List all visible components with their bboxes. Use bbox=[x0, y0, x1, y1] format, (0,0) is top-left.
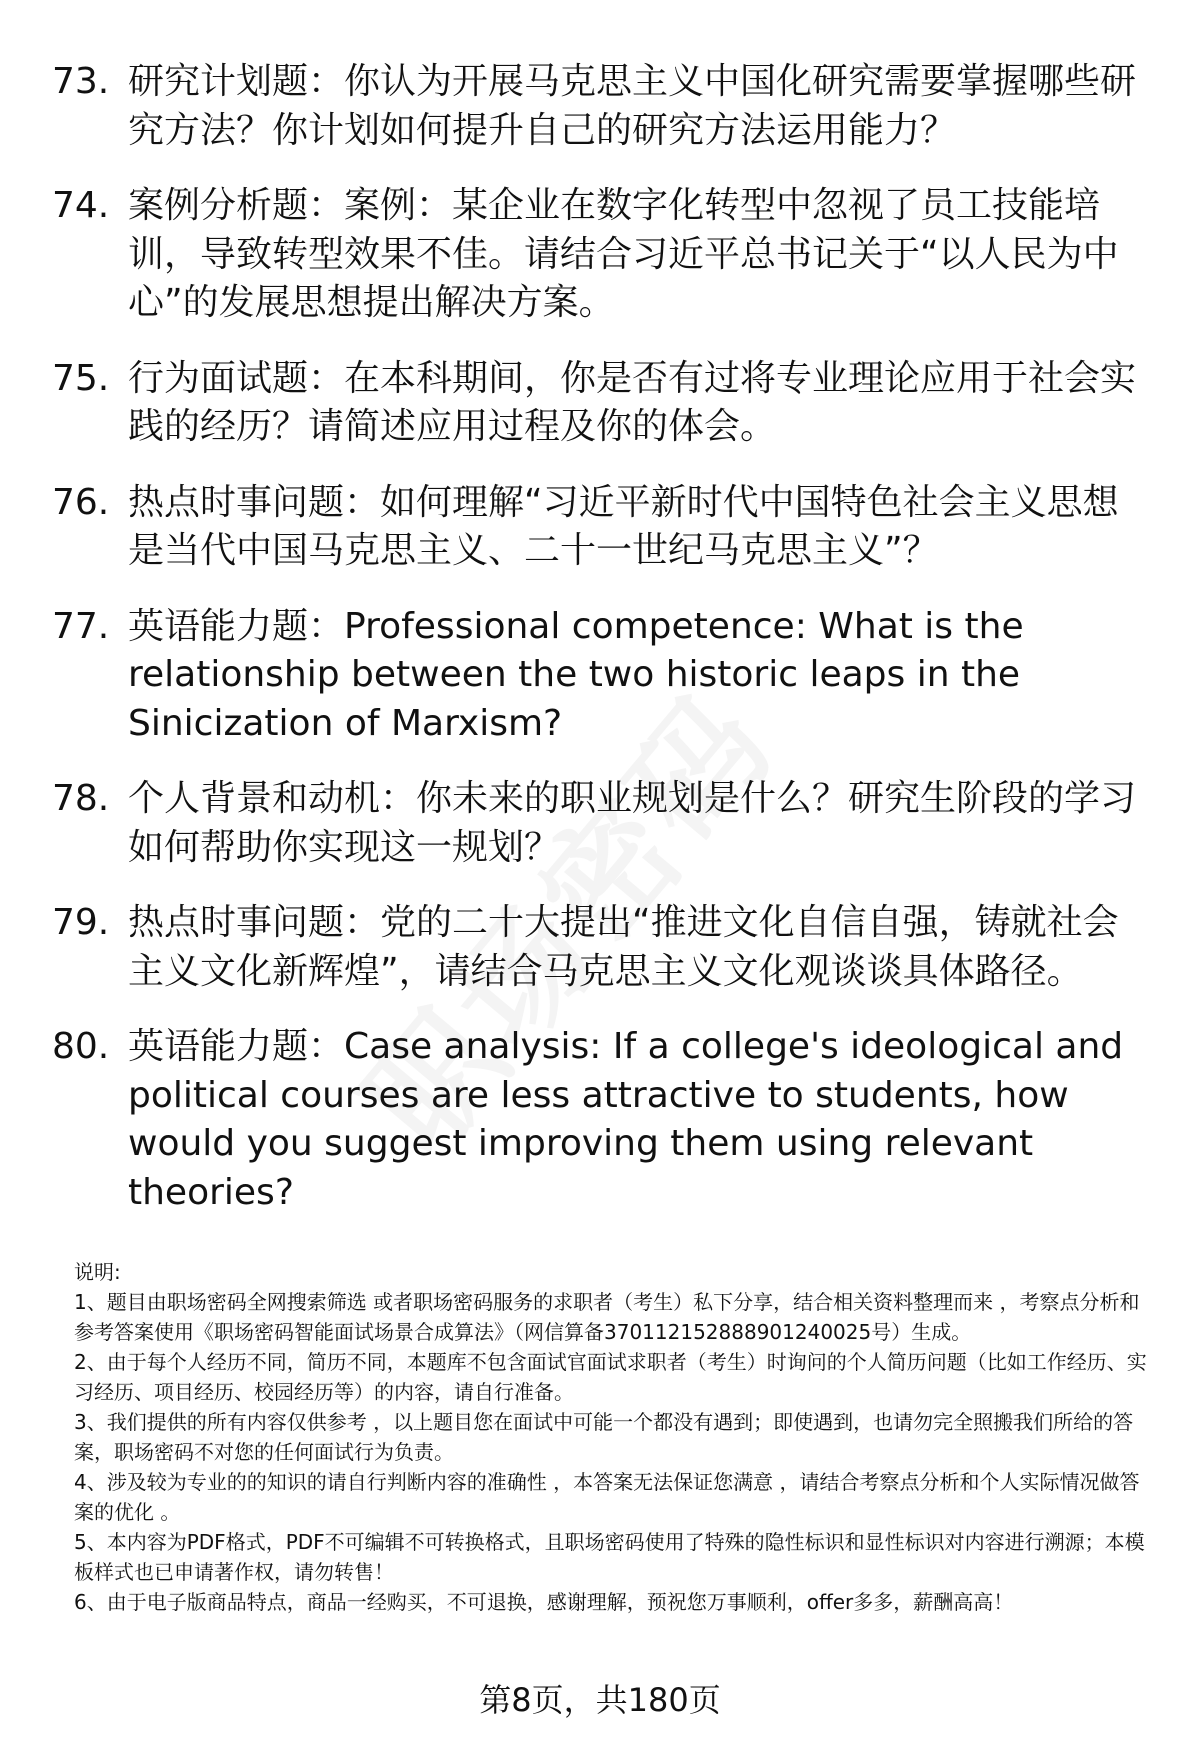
question-item bbox=[52, 355, 1150, 452]
page-number-footer: 第8页，共180页 bbox=[479, 1681, 721, 1719]
note-item: 2、由于每个人经历不同，简历不同，本题库不包含面试官面试求职者（考生）时询问的个人简历问题（比如工作经历、实习经历、项目经历、校园经历等）的内容，请自行准备。 bbox=[74, 1350, 1147, 1404]
question-item bbox=[52, 1023, 1150, 1217]
question-text: 热点时事问题：如何理解“习近平新时代中国特色社会主义思想是当代中国马克思主义、二十一世纪马克思主义”？ bbox=[128, 481, 1119, 571]
question-item bbox=[52, 479, 1150, 576]
question-number: 73. bbox=[52, 61, 110, 102]
question-text: 研究计划题：你认为开展马克思主义中国化研究需要掌握哪些研究方法？你计划如何提升自己的研究方法运用能力？ bbox=[128, 61, 1137, 151]
question-text: 热点时事问题：党的二十大提出“推进文化自信自强，铸就社会主义文化新辉煌”，请结合马克思主义文化观谈谈具体路径。 bbox=[128, 902, 1119, 992]
question-item bbox=[52, 603, 1150, 749]
question-number: 80. bbox=[52, 1026, 110, 1067]
note-item: 4、涉及较为专业的的知识的请自行判断内容的准确性 ，本答案无法保证您满意 ，请结合考察点分析和个人实际情况做答案的优化 。 bbox=[74, 1470, 1140, 1524]
question-item bbox=[52, 775, 1150, 872]
note-item: 3、我们提供的所有内容仅供参考 ，以上题目您在面试中可能一个都没有遇到；即使遇到，也请勿完全照搬我们所给的答案，职场密码不对您的任何面试行为负责。 bbox=[74, 1410, 1134, 1464]
question-text: 英语能力题：Professional competence: What is the relationship between the two historic leaps in the Sinicization of Marxism? bbox=[128, 605, 1024, 744]
question-text: 英语能力题：Case analysis: If a college's ideological and political courses are less attractive to students, how would you suggest improving them using relevant theories? bbox=[128, 1026, 1124, 1213]
question-text: 行为面试题：在本科期间，你是否有过将专业理论应用于社会实践的经历？请简述应用过程及你的体会。 bbox=[128, 357, 1137, 447]
question-item bbox=[52, 58, 1150, 155]
notes-section bbox=[74, 1257, 1154, 1617]
question-number: 74. bbox=[52, 185, 110, 226]
notes-title: 说明: bbox=[74, 1260, 121, 1284]
note-item: 1、题目由职场密码全网搜索筛选 或者职场密码服务的求职者（考生）私下分享，结合相关资料整理而来 ，考察点分析和参考答案使用《职场密码智能面试场景合成算法》（网信算备370112152888901240025号）生成。 bbox=[74, 1290, 1140, 1344]
question-text: 案例分析题：案例：某企业在数字化转型中忽视了员工技能培训，导致转型效果不佳。请结合习近平总书记关于“以人民为中心”的发展思想提出解决方案。 bbox=[128, 185, 1119, 323]
question-item bbox=[52, 899, 1150, 996]
question-item bbox=[52, 182, 1150, 328]
question-number: 79. bbox=[52, 902, 110, 943]
question-number: 77. bbox=[52, 605, 110, 647]
question-number: 78. bbox=[52, 778, 110, 819]
question-number: 75. bbox=[52, 357, 110, 399]
question-number: 76. bbox=[52, 481, 110, 523]
question-list bbox=[52, 58, 1150, 1244]
question-text: 个人背景和动机：你未来的职业规划是什么？研究生阶段的学习如何帮助你实现这一规划？ bbox=[128, 778, 1137, 868]
note-item: 5、本内容为PDF格式，PDF不可编辑不可转换格式，且职场密码使用了特殊的隐性标识和显性标识对内容进行溯源；本模板样式也已申请著作权，请勿转售！ bbox=[74, 1530, 1145, 1584]
note-item: 6、由于电子版商品特点，商品一经购买，不可退换，感谢理解，预祝您万事顺利，offer多多，薪酬高高！ bbox=[74, 1590, 1014, 1614]
